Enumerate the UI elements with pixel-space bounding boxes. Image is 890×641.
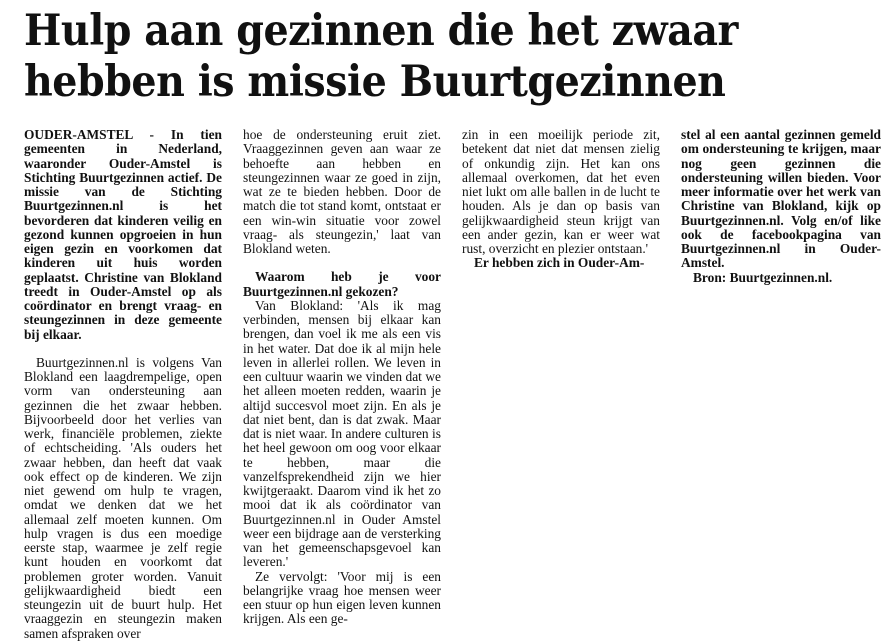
article-column-3 [462,128,660,271]
article-column-2 [243,128,441,627]
article-paragraph: hoe de ondersteuning eruit ziet. Vraaggezinnen geven aan waar ze behoefte aan hebben en steungezinnen waar ze goed in zijn, wat ze te bieden hebben. Door de match die tot stand komt, ontstaat er een win-win situatie voor zowel vraag- als steungezin,' laat van Blokland weten. [243,127,441,256]
article-bold-paragraph: stel al een aantal gezinnen gemeld om ondersteuning te krijgen, maar nog geen gezinnen die ondersteuning willen bieden. Voor meer informatie over het werk van Christine van Blokland, kijk op Buurtgezinnen.nl. Volg en/of like ook de facebookpagina van Buurtgezinnen.nl in Ouder-Amstel. [681,127,881,271]
article-lead-paragraph: OUDER-AMSTEL - In tien gemeenten in Nederland, waaronder Ouder-Amstel is Stichting Buurtgezinnen actief. De missie van de Stichting Buurtgezinnen.nl is het bevorderen dat kinderen veilig en gezond kunnen opgroeien in hun eigen gezin en voorkomen dat kinderen uit huis worden geplaatst. Christine van Blokland treedt in Ouder-Amstel op als coördinator en brengt vraag- en steungezinnen in deze gemeente bij elkaar. [24,127,222,342]
article-subheading: Waarom heb je voor Buurtgezinnen.nl gekozen? [243,269,441,299]
article-headline: Hulp aan gezinnen die het zwaar hebben is missie Buurtgezinnen [24,6,738,107]
article-paragraph: Ze vervolgt: 'Voor mij is een belangrijke vraag hoe mensen weer een stuur op hun eigen leven kunnen krijgen. Als een ge- [243,568,441,627]
article-bold-paragraph: Er hebben zich in Ouder-Am- [474,255,645,271]
article-column-4 [681,128,881,285]
article-paragraph: Van Blokland: 'Als ik mag verbinden, mensen bij elkaar kan brengen, dan voel ik me als een vis in het water. Dat doe ik al mijn hele leven in allerlei rollen. We leven in een cultuur waarin we vinden dat we het alleen moeten redden, waarin je altijd succesvol moet zijn. En als je dat niet bent, dan is dat zwak. Maar dat is niet waar. In andere culturen is het heel gewoon om oog voor elkaar te hebben, maar die vanzelfsprekendheid zijn we hier kwijtgeraakt. Daarom vind ik het zo mooi dat ik als coördinator van Buurtgezinnen.nl in Ouder Amstel weer een bijdrage aan de versterking van het gemeenschapsgevoel kan leveren.' [243,297,441,570]
article-paragraph: Buurtgezinnen.nl is volgens Van Blokland een laagdrempelige, open vorm van ondersteuning aan gezinnen die het zwaar hebben. Bijvoorbeeld door het verlies van werk, financiële problemen, ziekte of echtscheiding. 'Als ouders het zwaar hebben, dan heeft dat vaak ook effect op de kinderen. We zijn niet gewend om hulp te vragen, omdat we denken dat we het allemaal zelf moeten kunnen. Om hulp vragen is dus een moedige eerste stap, waarmee je zelf regie kunt houden en voorkomt dat problemen groter worden. Vanuit gelijkwaardigheid biedt een steungezin uit de buurt hulp. Het vraaggezin en steungezin maken samen afspraken over [24,354,222,641]
article-source-line: Bron: Buurtgezinnen.nl. [693,269,833,285]
article-paragraph: zin in een moeilijk periode zit, betekent dat niet dat mensen zielig of onkundig zijn. Het kan ons allemaal overkomen, dat het even niet lukt om alle ballen in de lucht te houden. Als je dan op basis van gelijkwaardigheid steun krijgt van een ander gezin, kan er weer wat rust, overzicht en plezier ontstaan.' [462,127,660,256]
article-column-1 [24,128,222,641]
